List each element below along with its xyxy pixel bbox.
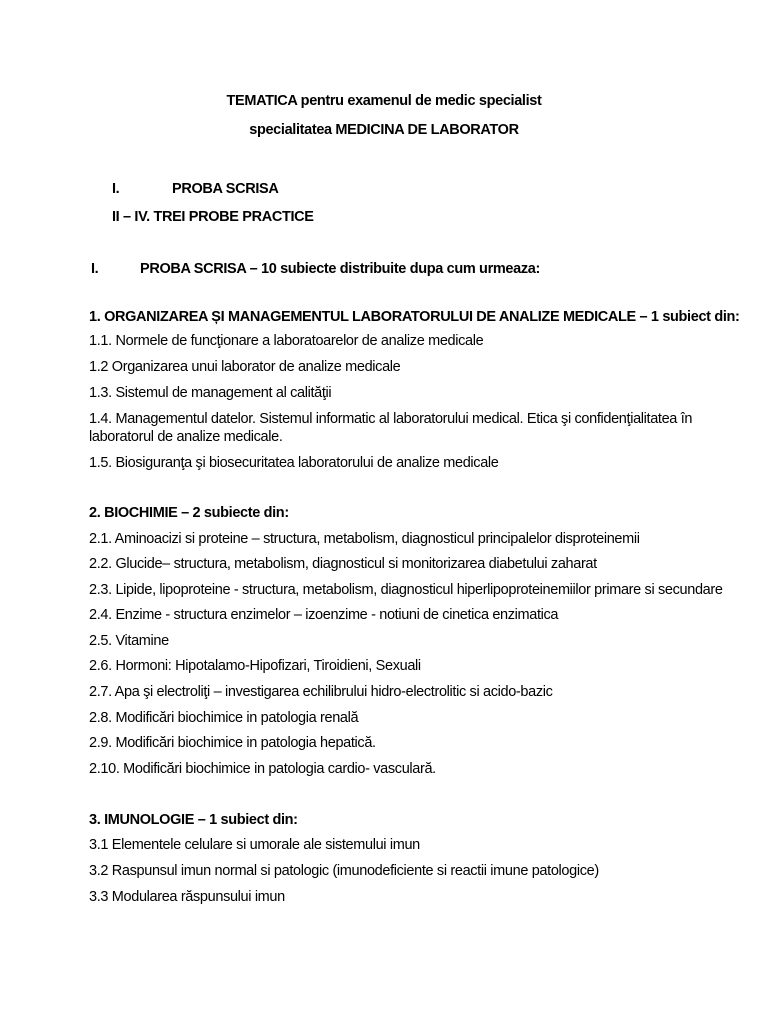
list-item: 2.6. Hormoni: Hipotalamo-Hipofizari, Tiroidieni, Sexuali — [89, 658, 421, 674]
list-item: 1.2 Organizarea unui laborator de analize medicale — [89, 359, 401, 375]
list-item: 1.5. Biosiguranţa şi biosecuritatea laboratorului de analize medicale — [89, 455, 499, 471]
list-item: 2.9. Modificări biochimice in patologia hepatică. — [89, 735, 376, 751]
section-heading-imunologie: 3. IMUNOLOGIE – 1 subiect din: — [89, 812, 298, 828]
overview-item-2-label: II – IV. TREI PROBE PRACTICE — [112, 209, 314, 225]
list-item: 2.2. Glucide– structura, metabolism, diagnosticul si monitorizarea diabetului zaharat — [89, 556, 597, 572]
list-item: 1.3. Sistemul de management al calităţii — [89, 385, 332, 401]
section-heading-biochimie: 2. BIOCHIMIE – 2 subiecte din: — [89, 505, 289, 521]
list-item: 3.2 Raspunsul imun normal si patologic (imunodeficiente si reactii imune patologice) — [89, 863, 599, 879]
document-title: TEMATICA pentru examenul de medic specialist — [226, 93, 542, 109]
written-section-heading: PROBA SCRISA – 10 subiecte distribuite dupa cum urmeaza: — [140, 261, 540, 277]
list-item: 3.3 Modularea răspunsului imun — [89, 889, 285, 905]
list-item: 1.1. Normele de funcţionare a laboratoarelor de analize medicale — [89, 333, 484, 349]
overview-item-1-label: PROBA SCRISA — [172, 181, 279, 197]
overview-item-1-number: I. — [112, 181, 120, 197]
list-item: 2.4. Enzime - structura enzimelor – izoenzime - notiuni de cinetica enzimatica — [89, 607, 559, 623]
list-item: 2.8. Modificări biochimice in patologia renală — [89, 710, 359, 726]
list-item: 2.10. Modificări biochimice in patologia cardio- vasculară. — [89, 761, 436, 777]
list-item: 2.3. Lipide, lipoproteine - structura, metabolism, diagnosticul hiperlipoproteinemiilor primare si secundare — [89, 582, 723, 598]
list-item: 2.7. Apa şi electroliţi – investigarea echilibrului hidro-electrolitic si acido-bazic — [89, 684, 553, 700]
written-section-number: I. — [91, 261, 99, 277]
list-item: 2.5. Vitamine — [89, 633, 169, 649]
list-item: 2.1. Aminoacizi si proteine – structura, metabolism, diagnosticul principalelor disproteinemii — [89, 531, 640, 547]
list-item: 3.1 Elementele celulare si umorale ale sistemului imun — [89, 837, 420, 853]
list-item-continuation: laboratorul de analize medicale. — [89, 429, 283, 445]
list-item: 1.4. Managementul datelor. Sistemul informatic al laboratorului medical. Etica şi confidenţialitatea în — [89, 411, 693, 427]
section-heading-organizare: 1. ORGANIZAREA ȘI MANAGEMENTUL LABORATORULUI DE ANALIZE MEDICALE – 1 subiect din: — [89, 309, 740, 325]
document-subtitle: specialitatea MEDICINA DE LABORATOR — [249, 122, 519, 138]
